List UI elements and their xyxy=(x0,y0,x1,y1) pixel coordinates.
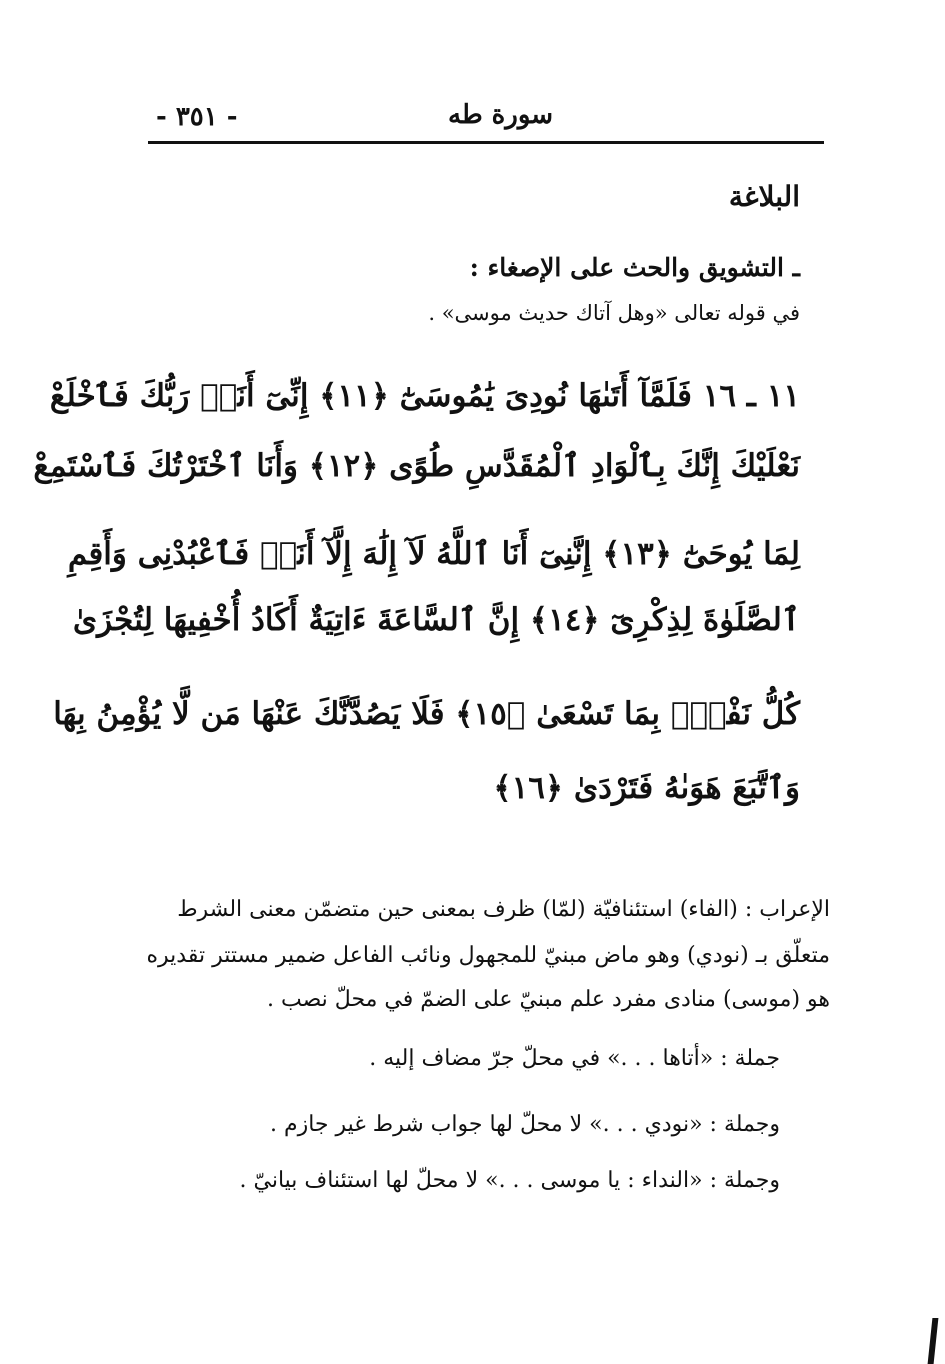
verse-line-5: كُلُّ نَفْسٍۭ بِمَا تَسْعَىٰ ﴿١٥﴾ فَلَا يَصُدَّنَّكَ عَنْهَا مَن لَّا يُؤْمِنُ بِهَا xyxy=(53,696,800,732)
sentence-note-3: وجملة : «النداء : يا موسى . . .» لا محلّ لها استئناف بيانيّ . xyxy=(239,1168,780,1193)
surah-title: سورة طه xyxy=(448,100,554,130)
irab-line-2: متعلّق بـ (نودي) وهو ماض مبنيّ للمجهول ونائب الفاعل ضمير مستتر تقديره xyxy=(146,943,830,968)
sentence-note-1: جملة : «أتاها . . .» في محلّ جرّ مضاف إليه . xyxy=(369,1046,780,1071)
verse-line-2: نَعْلَيْكَ إِنَّكَ بِٱلْوَادِ ٱلْمُقَدَّسِ طُوًى ﴿١٢﴾ وَأَنَا ٱخْتَرْتُكَ فَٱسْتَمِعْ xyxy=(33,448,800,484)
verse-line-3: لِمَا يُوحَىٰٓ ﴿١٣﴾ إِنَّنِىٓ أَنَا ٱللَّهُ لَآ إِلَٰهَ إِلَّآ أَنَا۠ فَٱعْبُدْنِى وَأَقِمِ xyxy=(67,536,800,572)
verse-line-4: ٱلصَّلَوٰةَ لِذِكْرِىٓ ﴿١٤﴾ إِنَّ ٱلسَّاعَةَ ءَاتِيَةٌ أَكَادُ أُخْفِيهَا لِتُجْزَىٰ xyxy=(72,602,800,638)
irab-line-1: الإعراب : (الفاء) استئنافيّة (لمّا) ظرف بمعنى حين متضمّن معنى الشرط xyxy=(177,897,830,922)
intro-text: في قوله تعالى «وهل آتاك حديث موسى» . xyxy=(428,301,800,325)
verse-line-6: وَٱتَّبَعَ هَوَىٰهُ فَتَرْدَىٰ ﴿١٦﴾ xyxy=(493,770,800,806)
subsection-title: ـ التشويق والحث على الإصغاء : xyxy=(469,253,800,282)
sentence-note-2: وجملة : «نودي . . .» لا محلّ لها جواب شرط غير جازم . xyxy=(269,1112,780,1137)
verse-line-1: ١١ ـ ١٦ فَلَمَّآ أَتَىٰهَا نُودِىَ يَٰمُوسَىٰٓ ﴿١١﴾ إِنِّىٓ أَنَا۠ رَبُّكَ فَٱخْلَعْ xyxy=(49,378,800,414)
page-number: - ٣٥١ - xyxy=(156,102,238,132)
section-title-balagha: البلاغة xyxy=(728,180,800,213)
header-divider xyxy=(148,141,824,144)
page-header xyxy=(148,96,824,142)
scan-edge-mark xyxy=(928,1318,939,1364)
irab-line-3: هو (موسى) منادى مفرد علم مبنيّ على الضمّ في محلّ نصب . xyxy=(267,987,830,1012)
